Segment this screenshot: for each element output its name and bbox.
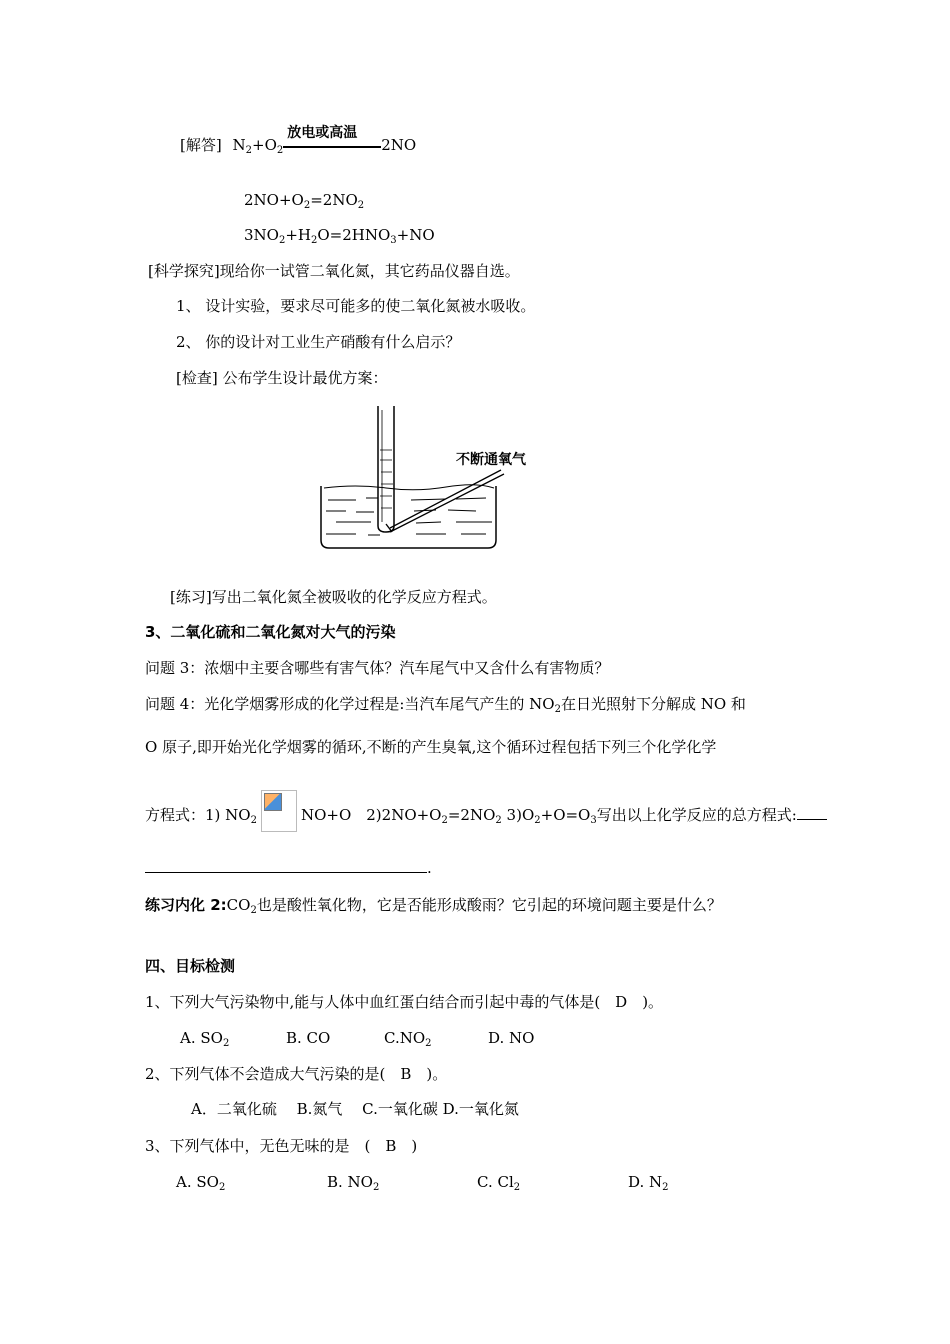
option-a: A. $SO_2$	[180, 1029, 230, 1049]
option-b: B. $NO_2$	[327, 1173, 380, 1193]
test-question-2-options: A．二氧化硫 B.氮气 C.一氧化碳 D.一氧化氮	[191, 1100, 519, 1118]
apparatus-drawing	[316, 404, 556, 554]
question-4-line-3: 方程式：1) $NO_2$ NO+O $2)2NO+O_2=2NO_2$ $3)O_2+O=O_3$写出以上化学反应的总方程式:	[145, 800, 827, 832]
answer-blank-1[interactable]	[797, 819, 827, 820]
question-3: 问题 3：浓烟中主要含哪些有害气体？汽车尾气中又含什么有害物质？	[145, 659, 610, 677]
section-4-heading: 四、目标检测	[145, 957, 236, 975]
option-c: $C.NO_2$	[384, 1029, 432, 1049]
explore-intro: [科学探究]现给你一试管二氧化氮，其它药品仪器自选。	[148, 262, 520, 280]
option-a: A. $SO_2$	[176, 1173, 226, 1193]
internalize-label: 练习内化 2:	[145, 896, 227, 914]
answer-blank-line: .	[145, 858, 432, 878]
internalize-line: 练习内化 $2:CO_2$也是酸性氧化物，它是否能形成酸雨？它引起的环境问题主要是什么？	[145, 896, 722, 916]
answer-eq-3: $3NO_2+H_2O=2HNO_3+NO$	[244, 226, 435, 246]
eq1-right: 2NO	[381, 136, 417, 154]
explore-check: [检查] 公布学生设计最优方案：	[176, 369, 388, 387]
answer-line-1	[180, 125, 417, 156]
test-question-3-options	[176, 1172, 669, 1192]
option-d: D. $N_2$	[628, 1173, 669, 1193]
question-4-line-2: O 原子,即开始光化学烟雾的循环,不断的产生臭氧,这个循环过程包括下列三个化学化学	[145, 738, 717, 756]
question-4-line-1: 问题 4：光化学烟雾形成的化学过程是:当汽车尾气产生的 $NO_2$在日光照射下分解成 NO 和	[145, 695, 746, 715]
option-c: C. $Cl_2$	[477, 1173, 521, 1193]
eq1-left: $N_2+O_2$	[232, 136, 284, 156]
figure-label: 不断通氧气	[456, 452, 526, 468]
answer-tag: [解答]	[180, 136, 222, 154]
reaction-condition: 放电或高温	[287, 125, 358, 141]
test-question-2: 2、下列气体不会造成大气污染的是( B )。	[145, 1065, 448, 1083]
reaction-condition-arrow	[283, 125, 381, 155]
answer-eq-2: $2NO+O_2=2NO_2$	[244, 191, 365, 211]
test-question-1: 1、下列大气污染物中,能与人体中血红蛋白结合而引起中毒的气体是( D )。	[145, 993, 664, 1011]
test-question-1-options	[180, 1028, 534, 1048]
practice-line: [练习]写出二氧化氮全被吸收的化学反应方程式。	[170, 588, 497, 606]
test-question-3: 3、下列气体中，无色无味的是 ( B )	[145, 1137, 418, 1155]
broken-image-icon	[261, 790, 297, 832]
explore-question-2: 2、 你的设计对工业生产硝酸有什么启示？	[176, 333, 461, 351]
apparatus-figure	[316, 404, 556, 554]
section-3-heading: 3、二氧化硫和二氧化氮对大气的污染	[145, 623, 396, 641]
answer-blank-2[interactable]	[145, 872, 427, 873]
explore-question-1: 1、 设计实验，要求尽可能多的使二氧化氮被水吸收。	[176, 297, 536, 315]
option-d: D. NO	[488, 1029, 535, 1047]
option-b: B. CO	[286, 1029, 331, 1047]
